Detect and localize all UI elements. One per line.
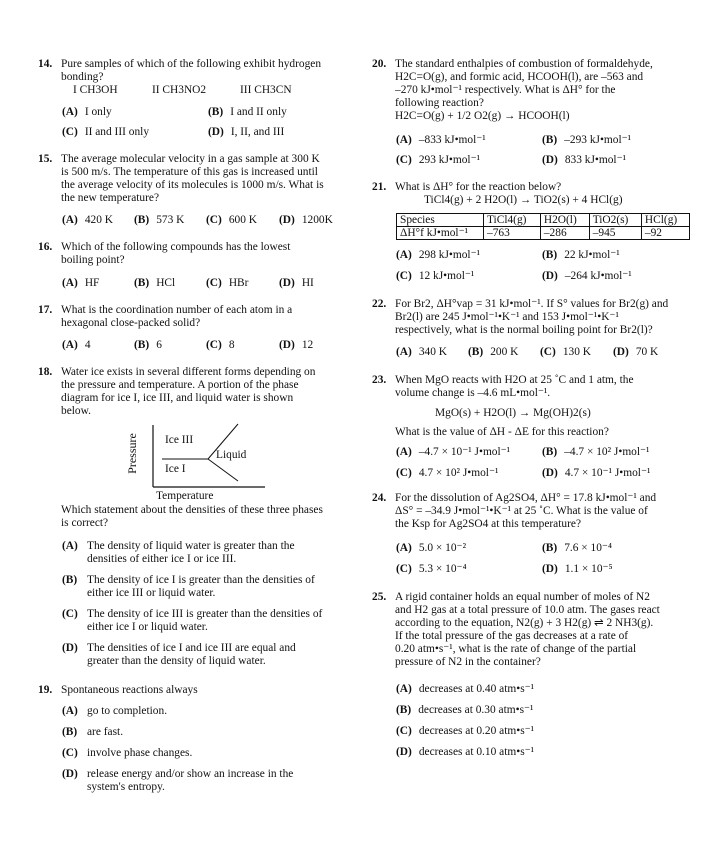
enthalpy-table	[396, 213, 690, 240]
question-text: boiling point?	[61, 254, 125, 266]
option-text: HBr	[228, 277, 249, 289]
option-b[interactable]	[542, 134, 631, 147]
option-text: decreases at 0.40 atm•s⁻¹	[418, 683, 535, 695]
option-c[interactable]	[396, 270, 474, 283]
question-text: Which statement about the densities of these three phases	[61, 504, 323, 516]
option-a[interactable]	[396, 249, 480, 262]
option-a[interactable]	[62, 106, 112, 119]
option-letter: (D)	[279, 339, 295, 351]
option-b[interactable]	[542, 542, 612, 555]
option-text: 5.0 × 10⁻²	[418, 542, 466, 554]
option-letter: (C)	[396, 563, 412, 575]
question-text: the Ksp for Ag2SO4 at this temperature?	[395, 518, 582, 530]
question-number: 24.	[372, 492, 387, 504]
option-b[interactable]	[134, 339, 162, 352]
option-letter: (D)	[542, 563, 558, 575]
option-letter: (C)	[396, 270, 412, 282]
question-24	[372, 492, 702, 582]
option-letter: (D)	[62, 768, 78, 780]
question-text: the average velocity of its molecules is 1000 m/s. What is	[61, 179, 324, 191]
option-b[interactable]	[134, 214, 184, 227]
option-d[interactable]	[396, 746, 534, 759]
option-text: involve phase changes.	[87, 747, 193, 759]
table-cell: TiCl4(g)	[484, 214, 541, 227]
question-19	[38, 684, 358, 804]
option-text: 293 kJ•mol⁻¹	[418, 154, 481, 166]
option-a[interactable]	[62, 705, 167, 718]
option-letter: (B)	[542, 134, 558, 146]
table-cell: –763	[484, 227, 541, 240]
option-letter: (C)	[396, 725, 412, 737]
option-text: 8	[228, 339, 235, 351]
option-a[interactable]	[62, 277, 99, 290]
option-letter: (C)	[62, 608, 78, 620]
table-cell: TiO2(s)	[589, 214, 641, 227]
question-number: 17.	[38, 304, 53, 316]
question-text: respectively, what is the normal boiling point for Br2(l)?	[395, 324, 653, 336]
option-letter: (B)	[62, 574, 78, 586]
table-cell: H2O(l)	[540, 214, 589, 227]
option-letter: (A)	[396, 134, 412, 146]
table-cell: –945	[589, 227, 641, 240]
question-text: hexagonal close-packed solid?	[61, 317, 201, 329]
option-c[interactable]	[396, 725, 534, 738]
option-b[interactable]	[62, 726, 123, 739]
option-c[interactable]	[206, 214, 257, 227]
question-number: 20.	[372, 58, 387, 70]
option-text: I and II only	[230, 106, 287, 118]
option-text: 12 kJ•mol⁻¹	[418, 270, 475, 282]
table-cell: –92	[641, 227, 689, 240]
item-III: III CH3CN	[240, 84, 292, 96]
option-c[interactable]	[62, 126, 149, 139]
question-text: below.	[61, 405, 91, 417]
option-text: release energy and/or show an increase in the	[87, 768, 294, 780]
question-21	[372, 181, 702, 286]
option-letter: (A)	[396, 249, 412, 261]
option-letter: (A)	[62, 214, 78, 226]
question-number: 23.	[372, 374, 387, 386]
option-text: decreases at 0.30 atm•s⁻¹	[418, 704, 534, 716]
question-number: 14.	[38, 58, 53, 70]
question-text: the pressure and temperature. A portion of the phase	[61, 379, 299, 391]
option-c[interactable]	[396, 563, 467, 576]
option-letter: (B)	[396, 704, 412, 716]
option-a[interactable]	[396, 134, 486, 147]
question-number: 25.	[372, 591, 387, 603]
option-a[interactable]	[396, 542, 466, 555]
option-a[interactable]	[396, 346, 447, 359]
option-text: HI	[301, 277, 314, 289]
option-text: are fast.	[87, 726, 124, 738]
question-text: H2C=O(g), and formic acid, HCOOH(l), are –563 and	[395, 71, 644, 83]
option-text: –4.7 × 10² J•mol⁻¹	[564, 446, 650, 458]
option-b[interactable]	[468, 346, 518, 359]
question-text: If the total pressure of the gas decreases at a rate of	[395, 630, 629, 642]
x-axis-label: Temperature	[156, 490, 214, 502]
option-c[interactable]	[206, 339, 235, 352]
option-text: go to completion.	[87, 705, 168, 717]
table-cell: –286	[540, 227, 589, 240]
option-b[interactable]	[542, 446, 649, 459]
question-text: volume change is –4.6 mL•mol⁻¹.	[395, 387, 551, 399]
option-b[interactable]	[542, 249, 620, 262]
option-text: either ice III or liquid water.	[87, 587, 216, 599]
option-d[interactable]	[279, 214, 333, 227]
option-letter: (C)	[206, 214, 222, 226]
phase-diagram-lines	[120, 421, 270, 501]
question-20	[372, 58, 702, 170]
option-letter: (B)	[542, 542, 558, 554]
question-text: bonding?	[61, 71, 104, 83]
option-text: 4	[84, 339, 91, 351]
question-15	[38, 153, 358, 233]
question-text: What is the coordination number of each atom in a	[61, 304, 293, 316]
ice1-liquid-boundary	[208, 459, 238, 481]
option-letter: (A)	[396, 683, 412, 695]
question-16	[38, 241, 358, 291]
option-letter: (C)	[396, 154, 412, 166]
option-letter: (C)	[540, 346, 556, 358]
question-text: When MgO reacts with H2O at 25 ˚C and 1 atm, the	[395, 374, 634, 386]
item-II: II CH3NO2	[152, 84, 207, 96]
question-text: according to the equation, N2(g) + 3 H2(g) ⇌ 2 NH3(g).	[395, 617, 654, 629]
option-text: 1200K	[301, 214, 333, 226]
option-letter: (D)	[542, 467, 558, 479]
option-text: –264 kJ•mol⁻¹	[564, 270, 632, 282]
question-text: Pure samples of which of the following exhibit hydrogen	[61, 58, 322, 70]
question-text: For the dissolution of Ag2SO4, ΔH° = 17.8 kJ•mol⁻¹ and	[395, 492, 657, 504]
option-letter: (A)	[62, 705, 78, 717]
option-c[interactable]	[396, 467, 498, 480]
question-text: For Br2, ΔH°vap = 31 kJ•mol⁻¹. If S° values for Br2(g) and	[395, 298, 669, 310]
reaction-equation: MgO(s) + H2O(l) → Mg(OH)2(s)	[435, 407, 591, 419]
option-letter: (C)	[206, 339, 222, 351]
option-a[interactable]	[62, 214, 113, 227]
region-ice-i: Ice I	[165, 463, 186, 475]
option-text: 200 K	[490, 346, 519, 358]
option-letter: (C)	[206, 277, 222, 289]
option-text: decreases at 0.10 atm•s⁻¹	[418, 746, 535, 758]
option-text: greater than the density of liquid water.	[87, 655, 266, 667]
option-letter: (B)	[62, 726, 78, 738]
option-letter: (C)	[62, 747, 78, 759]
question-text: following reaction?	[395, 97, 484, 109]
table-cell: ΔH°f kJ•mol⁻¹	[397, 227, 484, 240]
option-text: I only	[84, 106, 112, 118]
question-text: What is the value of ΔH - ΔE for this reaction?	[395, 426, 609, 438]
item-I: I CH3OH	[73, 84, 118, 96]
option-c[interactable]	[396, 154, 480, 167]
option-text: decreases at 0.20 atm•s⁻¹	[418, 725, 535, 737]
question-text: Water ice exists in several different forms depending on	[61, 366, 316, 378]
option-d[interactable]	[279, 339, 313, 352]
option-text: The densities of ice I and ice III are equal and	[87, 642, 296, 654]
question-text: ΔS° = –34.9 J•mol⁻¹•K⁻¹ at 25 ˚C. What is the value of	[395, 505, 648, 517]
option-d[interactable]	[62, 768, 293, 794]
option-c[interactable]	[62, 747, 192, 760]
option-text: The density of liquid water is greater than the	[87, 540, 295, 552]
option-d[interactable]	[542, 467, 650, 480]
option-letter: (D)	[62, 642, 78, 654]
option-text: HCl	[156, 277, 176, 289]
option-text: 7.6 × 10⁻⁴	[564, 542, 612, 554]
option-a[interactable]	[396, 446, 510, 459]
question-text: The average molecular velocity in a gas sample at 300 K	[61, 153, 320, 165]
option-text: 130 K	[562, 346, 591, 358]
option-text: The density of ice I is greater than the densities of	[87, 574, 315, 586]
option-text: 12	[301, 339, 314, 351]
option-text: 420 K	[84, 214, 113, 226]
option-b[interactable]	[396, 704, 533, 717]
question-text: the new temperature?	[61, 192, 160, 204]
option-text: The density of ice III is greater than the densities of	[87, 608, 323, 620]
question-25	[372, 591, 702, 761]
option-letter: (A)	[62, 106, 78, 118]
option-a[interactable]	[396, 683, 534, 696]
option-letter: (A)	[396, 346, 412, 358]
option-letter: (A)	[396, 446, 412, 458]
option-text: densities of either ice I or ice III.	[87, 553, 237, 565]
option-letter: (B)	[542, 249, 558, 261]
option-letter: (A)	[62, 277, 78, 289]
option-text: HF	[84, 277, 100, 289]
option-d[interactable]	[542, 563, 613, 576]
option-text: 340 K	[418, 346, 447, 358]
option-letter: (B)	[208, 106, 224, 118]
question-18	[38, 366, 358, 671]
option-letter: (D)	[396, 746, 412, 758]
option-d[interactable]	[613, 346, 658, 359]
option-text: 6	[156, 339, 162, 351]
table-header-row	[397, 214, 690, 227]
question-number: 15.	[38, 153, 53, 165]
option-d[interactable]	[208, 126, 284, 139]
phase-diagram	[120, 421, 270, 501]
option-text: II and III only	[84, 126, 150, 138]
option-letter: (C)	[396, 467, 412, 479]
option-b[interactable]	[62, 574, 315, 600]
option-text: 1.1 × 10⁻⁵	[564, 563, 613, 575]
option-letter: (D)	[613, 346, 629, 358]
option-letter: (A)	[62, 339, 78, 351]
table-row	[397, 227, 690, 240]
option-c[interactable]	[206, 277, 248, 290]
option-letter: (C)	[62, 126, 78, 138]
option-d[interactable]	[279, 277, 314, 290]
option-text: –293 kJ•mol⁻¹	[564, 134, 632, 146]
option-letter: (B)	[134, 214, 150, 226]
option-text: either ice I or liquid water.	[87, 621, 208, 633]
option-letter: (D)	[279, 277, 295, 289]
option-c[interactable]	[62, 608, 322, 634]
option-letter: (B)	[542, 446, 558, 458]
option-text: 4.7 × 10⁻¹ J•mol⁻¹	[564, 467, 651, 479]
question-text: What is ΔH° for the reaction below?	[395, 181, 562, 193]
question-text: 0.20 atm•s⁻¹, what is the rate of change of the partial	[395, 643, 637, 655]
option-c[interactable]	[540, 346, 591, 359]
question-text: A rigid container holds an equal number of moles of N2	[395, 591, 650, 603]
option-text: I, II, and III	[230, 126, 285, 138]
question-text: pressure of N2 in the container?	[395, 656, 541, 668]
option-text: 573 K	[156, 214, 185, 226]
question-number: 21.	[372, 181, 387, 193]
question-text: Br2(l) are 245 J•mol⁻¹•K⁻¹ and 153 J•mol⁻¹•K⁻¹	[395, 311, 619, 323]
question-text: The standard enthalpies of combustion of formaldehyde,	[395, 58, 653, 70]
option-text: 833 kJ•mol⁻¹	[564, 154, 627, 166]
option-text: 4.7 × 10² J•mol⁻¹	[418, 467, 499, 479]
option-a[interactable]	[62, 540, 295, 566]
option-letter: (B)	[134, 277, 150, 289]
question-number: 16.	[38, 241, 53, 253]
region-ice-iii: Ice III	[165, 434, 194, 446]
option-d[interactable]	[62, 642, 296, 668]
question-number: 18.	[38, 366, 53, 378]
option-letter: (D)	[542, 270, 558, 282]
option-d[interactable]	[542, 270, 632, 283]
question-number: 19.	[38, 684, 53, 696]
y-axis-label: Pressure	[124, 433, 139, 474]
option-letter: (D)	[542, 154, 558, 166]
option-b[interactable]	[134, 277, 175, 290]
option-letter: (D)	[208, 126, 224, 138]
option-letter: (B)	[134, 339, 150, 351]
question-22	[372, 298, 702, 362]
option-text: 22 kJ•mol⁻¹	[564, 249, 620, 261]
option-letter: (D)	[279, 214, 295, 226]
question-text: is correct?	[61, 517, 109, 529]
option-letter: (A)	[396, 542, 412, 554]
option-text: system's entropy.	[87, 781, 165, 793]
question-17	[38, 304, 358, 354]
region-liquid: Liquid	[216, 449, 247, 461]
option-a[interactable]	[62, 339, 91, 352]
question-text: is 500 m/s. The temperature of this gas is increased until	[61, 166, 318, 178]
question-23	[372, 374, 702, 479]
option-letter: (A)	[62, 540, 78, 552]
option-text: 298 kJ•mol⁻¹	[418, 249, 481, 261]
question-text: Spontaneous reactions always	[61, 684, 198, 696]
reaction-equation: H2C=O(g) + 1/2 O2(g) → HCOOH(l)	[395, 110, 570, 122]
question-14	[38, 58, 358, 148]
question-text: –270 kJ•mol⁻¹ respectively. What is ΔH° for the	[395, 84, 616, 96]
question-text: Which of the following compounds has the lowest	[61, 241, 291, 253]
question-number: 22.	[372, 298, 387, 310]
table-cell: HCl(g)	[641, 214, 689, 227]
reaction-equation: TiCl4(g) + 2 H2O(l) → TiO2(s) + 4 HCl(g)	[424, 194, 623, 206]
option-text: 5.3 × 10⁻⁴	[418, 563, 467, 575]
option-text: –4.7 × 10⁻¹ J•mol⁻¹	[418, 446, 511, 458]
question-text: and H2 gas at a total pressure of 10.0 atm. The gases react	[395, 604, 660, 616]
option-letter: (B)	[468, 346, 484, 358]
question-text: diagram for ice I, ice III, and liquid water is shown	[61, 392, 294, 404]
option-text: 70 K	[635, 346, 659, 358]
option-text: 600 K	[228, 214, 257, 226]
option-text: –833 kJ•mol⁻¹	[418, 134, 486, 146]
option-b[interactable]	[208, 106, 287, 119]
table-cell: Species	[397, 214, 484, 227]
option-d[interactable]	[542, 154, 626, 167]
